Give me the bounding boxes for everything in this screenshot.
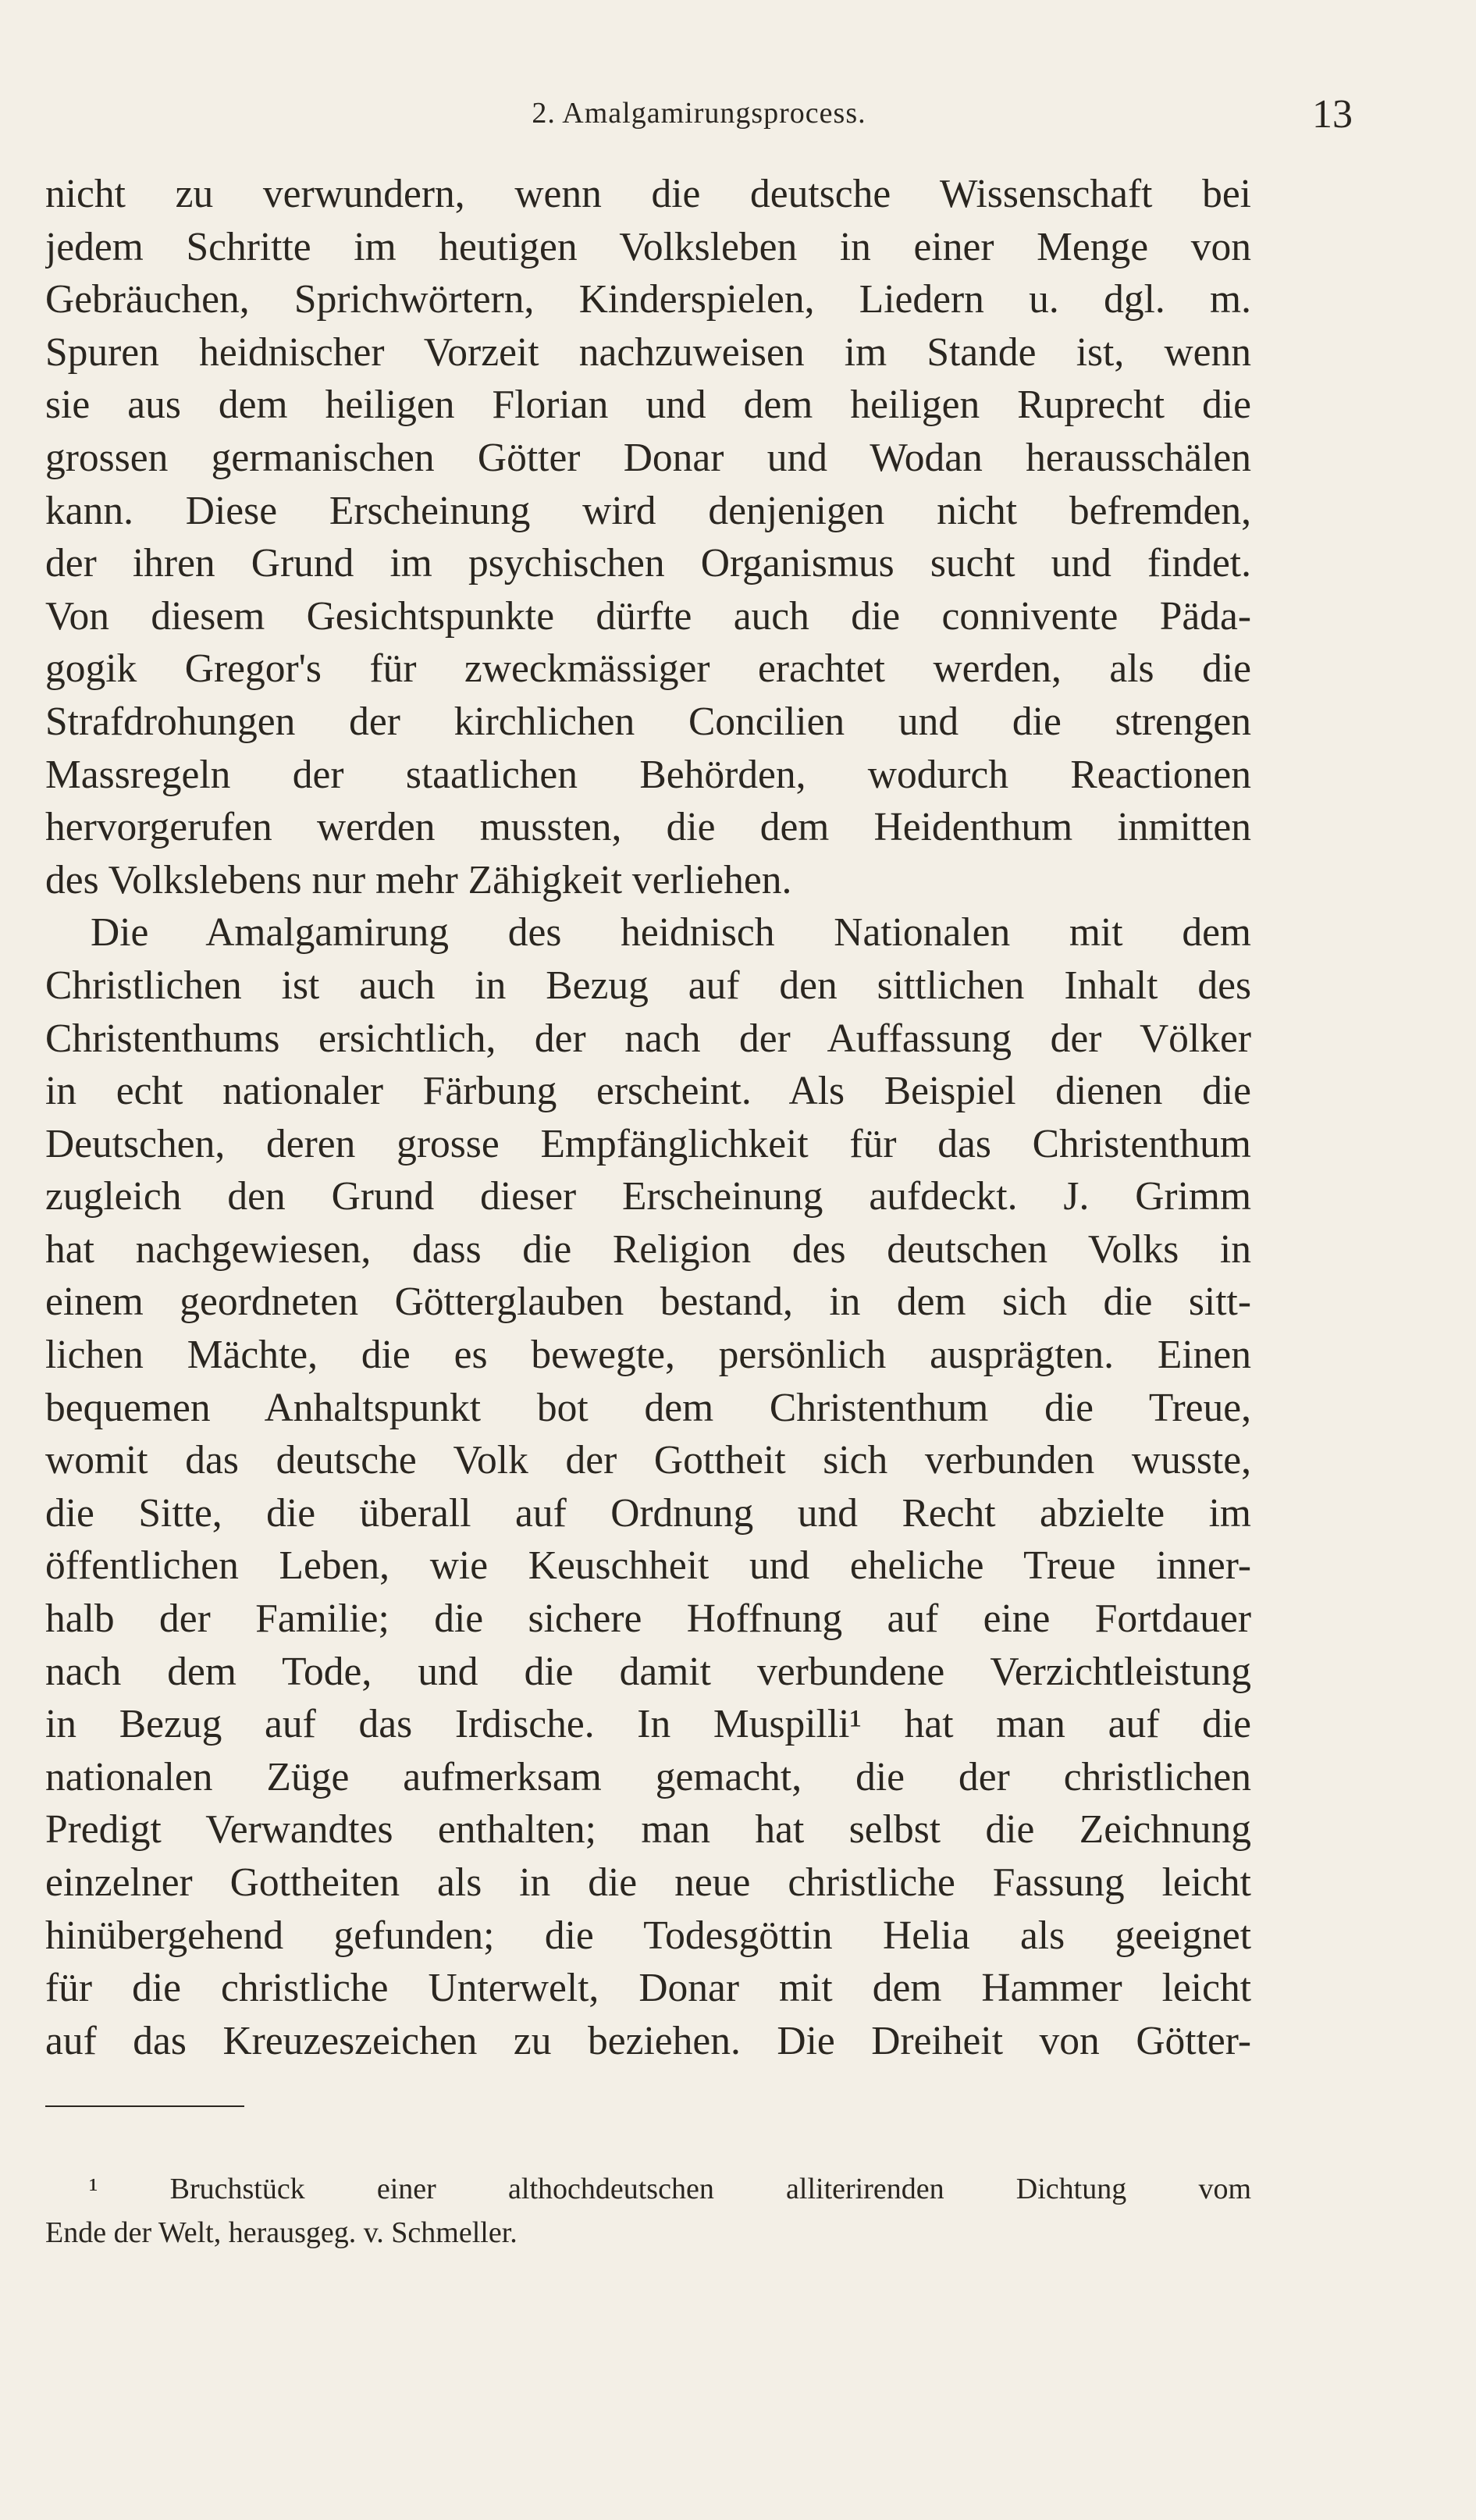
text-line: halb der Familie; die sichere Hoffnung auf eine Fortdauer xyxy=(45,1596,1251,1642)
text-line: des Volkslebens nur mehr Zähigkeit verliehen. xyxy=(45,857,792,902)
text-line: hat nachgewiesen, dass die Religion des deutschen Volks in xyxy=(45,1226,1251,1272)
footnote-divider xyxy=(45,2105,244,2107)
text-line: womit das deutsche Volk der Gottheit sich verbunden wusste, xyxy=(45,1438,1251,1483)
text-line: Die Amalgamirung des heidnisch Nationalen mit dem xyxy=(91,910,1251,956)
text-line: gogik Gregor's für zweckmässiger erachtet werden, als die xyxy=(45,646,1251,692)
text-line: der ihren Grund im psychischen Organismus sucht und findet. xyxy=(45,541,1251,586)
body-text xyxy=(45,168,1251,2067)
footnotes xyxy=(45,2167,1251,2255)
text-line: grossen germanischen Götter Donar und Wodan herausschälen xyxy=(45,435,1251,480)
text-line: in echt nationaler Färbung erscheint. Als Beispiel dienen die xyxy=(45,1069,1251,1114)
text-line: lichen Mächte, die es bewegte, persönlich ausprägten. Einen xyxy=(45,1333,1251,1378)
text-line: Strafdrohungen der kirchlichen Concilien und die strengen xyxy=(45,699,1251,744)
text-line: hinübergehend gefunden; die Todesgöttin Helia als geeignet xyxy=(45,1913,1251,1958)
text-line: zugleich den Grund dieser Erscheinung aufdeckt. J. Grimm xyxy=(45,1174,1251,1219)
running-head xyxy=(45,82,1353,137)
running-title: 2. Amalgamirungsprocess. xyxy=(532,97,866,130)
text-line: hervorgerufen werden mussten, die dem Heidenthum inmitten xyxy=(45,805,1251,850)
text-line: kann. Diese Erscheinung wird denjenigen nicht befremden, xyxy=(45,488,1251,533)
text-line: Gebräuchen, Sprichwörtern, Kinderspielen, Liedern u. dgl. m. xyxy=(45,277,1251,322)
text-line: nationalen Züge aufmerksam gemacht, die der christlichen xyxy=(45,1754,1251,1799)
text-line: auf das Kreuzeszeichen zu beziehen. Die Dreiheit von Götter- xyxy=(45,2018,1251,2063)
text-line: einzelner Gottheiten als in die neue christliche Fassung leicht xyxy=(45,1860,1251,1905)
text-line: für die christliche Unterwelt, Donar mit dem Hammer leicht xyxy=(45,1966,1251,2011)
text-line: jedem Schritte im heutigen Volksleben in einer Menge von xyxy=(45,224,1251,269)
page-number: 13 xyxy=(1312,92,1353,137)
text-line: in Bezug auf das Irdische. In Muspilli¹ hat man auf die xyxy=(45,1702,1251,1747)
text-line: öffentlichen Leben, wie Keuschheit und eheliche Treue inner- xyxy=(45,1543,1251,1589)
footnote-line: ¹ Bruchstück einer althochdeutschen alliterirenden Dichtung vom xyxy=(89,2173,1251,2205)
text-line: Deutschen, deren grosse Empfänglichkeit für das Christenthum xyxy=(45,1121,1251,1166)
text-line: einem geordneten Götterglauben bestand, in dem sich die sitt- xyxy=(45,1280,1251,1325)
text-line: Predigt Verwandtes enthalten; man hat selbst die Zeichnung xyxy=(45,1807,1251,1853)
text-line: nicht zu verwundern, wenn die deutsche Wissenschaft bei xyxy=(45,172,1251,216)
text-line: bequemen Anhaltspunkt bot dem Christenthum die Treue, xyxy=(45,1385,1251,1430)
text-line: Von diesem Gesichtspunkte dürfte auch die connivente Päda- xyxy=(45,593,1251,639)
text-line: sie aus dem heiligen Florian und dem heiligen Ruprecht die xyxy=(45,383,1251,428)
text-line: nach dem Tode, und die damit verbundene Verzichtleistung xyxy=(45,1649,1251,1694)
text-line: Christlichen ist auch in Bezug auf den sittlichen Inhalt des xyxy=(45,963,1251,1008)
footnote-line: Ende der Welt, herausgeg. v. Schmeller. xyxy=(45,2216,517,2249)
text-line: die Sitte, die überall auf Ordnung und Recht abzielte im xyxy=(45,1490,1251,1536)
text-line: Spuren heidnischer Vorzeit nachzuweisen im Stande ist, wenn xyxy=(45,329,1251,375)
text-line: Massregeln der staatlichen Behörden, wodurch Reactionen xyxy=(45,752,1251,797)
text-line: Christenthums ersichtlich, der nach der Auffassung der Völker xyxy=(45,1016,1251,1061)
